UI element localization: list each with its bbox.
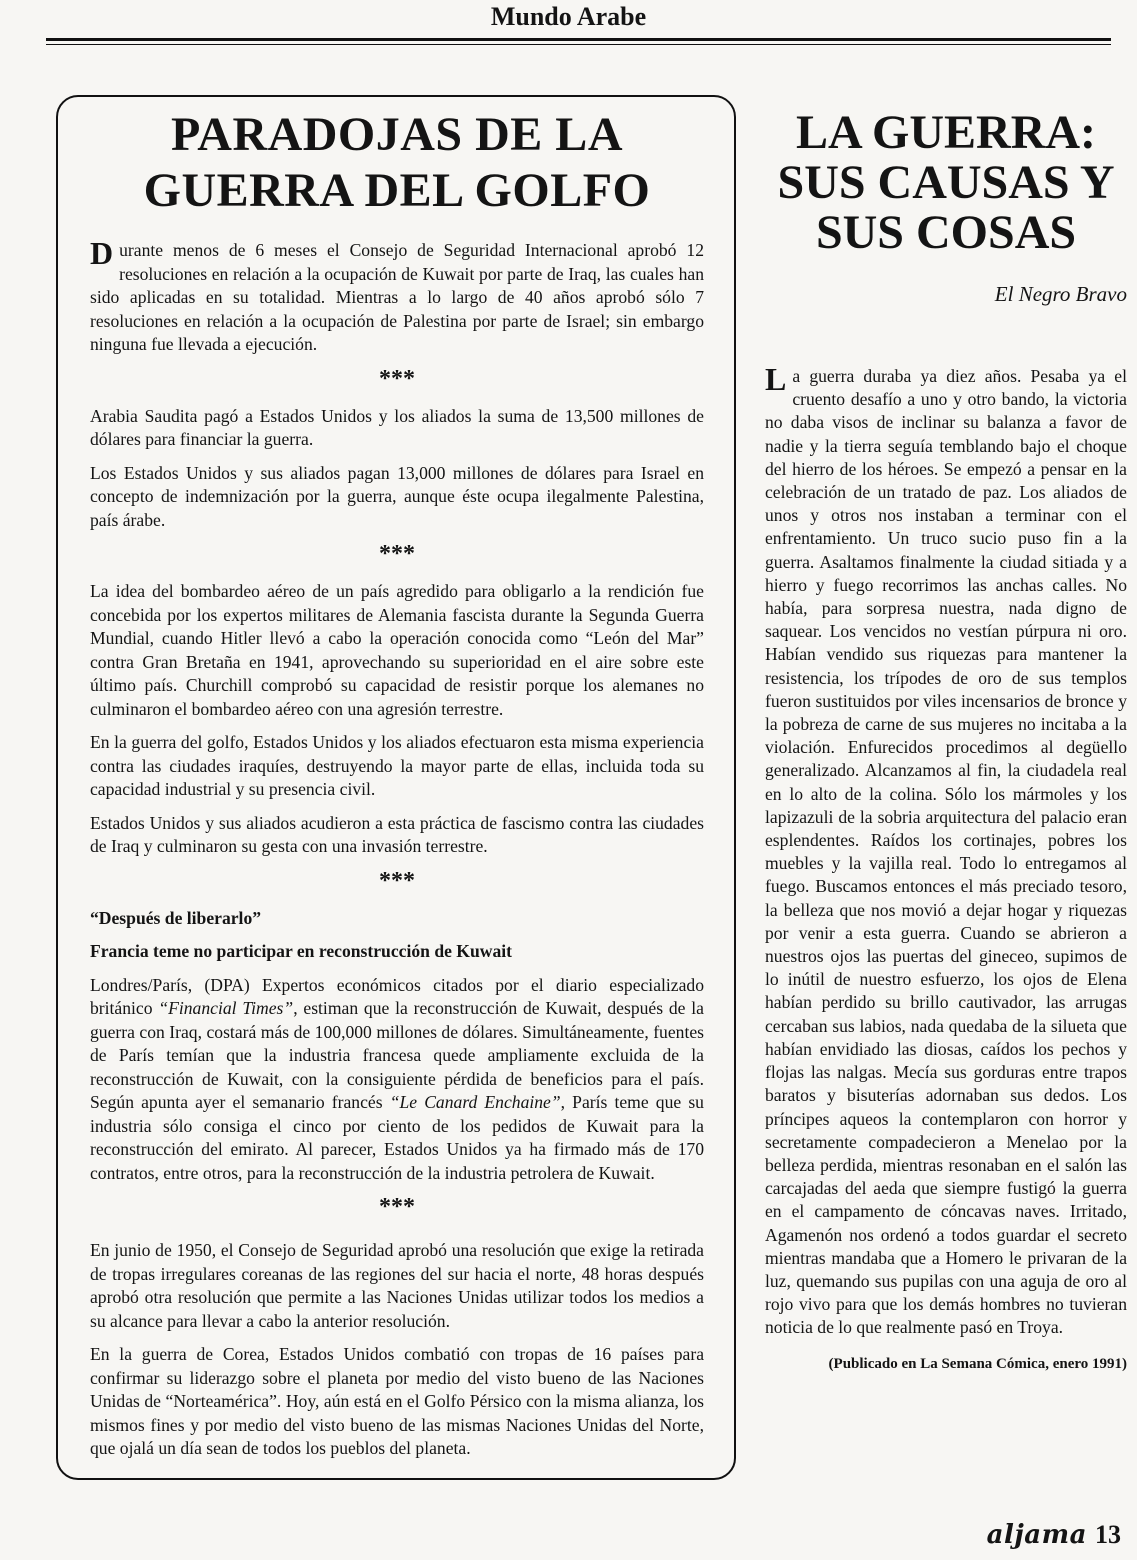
left-paragraph-5: En la guerra del golfo, Estados Unidos y los aliados efectuaron esta misma experiencia contra las ciudades iraquíes, destruyendo la mayor parte de ellas, incluida toda su capacidad industrial y su presencia civil. xyxy=(90,732,704,799)
left-paragraph-1 xyxy=(90,235,704,357)
right-article xyxy=(765,108,1127,1373)
left-paragraph-4: La idea del bombardeo aéreo de un país agredido para obligarlo a la rendición fue concebida por los expertos militares de Alemania fascista durante la Segunda Guerra Mundial, cuando Hitler llevó a cabo la operación conocida como “León del Mar” contra Gran Bretaña en 1941, aprovechando su superioridad en el aire sobre este último país. Churchill comprobó su capacidad de resistir porque los alemanes no culminaron el bombardeo aéreo con una agresión terrestre. xyxy=(90,581,704,719)
right-article-title: LA GUERRA: SUS CAUSAS Y SUS COSAS xyxy=(777,106,1115,259)
right-paragraph-text: a guerra duraba ya diez años. Pesaba ya el cruento desafío a uno y otro bando, la victoria no daba visos de inclinar su balanza a favor de nadie y la tierra seguía temblando bajo el choque del hierro de los héroes. Se empezó a pensar en la celebración de un tratado de paz. Los aliados de unos y otros nos instaban a terminar con el enfrentamiento. Un truco sucio puso fin a la guerra. Asaltamos finalmente la ciudad sitiada y a hierro y fuego recorrimos las anchas calles. No había, para sorpresa nuestra, nada digno de saquear. Los vencidos no vestían púrpura ni oro. Habían vendido sus riquezas para mantener la resistencia, los trípodes de oro de sus templos fueron sustituidos por viles incensarios de bronce y la pobreza de carne de sus mujeres no incitaba a la violación. Enfurecidos procedimos al degüello generalizado. Alcanzamos al fin, la ciudadela real en lo alto de la colina. Sólo los mármoles y los lapizazuli de la sobria arquitectura del palacio eran esplendentes. Raídos los cortinajes, pobres los muebles y la vajilla real. Todo lo entregamos al fuego. Buscamos entonces el más preciado tesoro, la belleza que nos movió a dejar hogar y riquezas por venir a esta guerra. Cuando se abrieron a nuestros ojos las puertas del gineceo, supimos de lo inútil de nuestro esfuerzo, los ojos de Elena habían perdido su brillo cautivador, las arrugas cercaban sus labios, nada quedaba de la silueta que habían envidiado las diosas, caídos los pechos y flojas las nalgas. Mecía sus gorduras entre trapos baratos y bisuterías adornaban sus dedos. Los príncipes aqueos la contemplaron con horror y secretamente compadecieron a Menelao por la belleza perdida, mientras resonaban en el salón las carcajadas del aeda que siempre fustigó la guerra en el campamento de cóncavas naves. Irritado, Agamenón nos ordenó a todos guardar el secreto mientras mandaba que a Homero le privaran de la luz, quemando sus pupilas con una aguja de oro al rojo vivo para que los demás hombres no tuvieran noticia de lo que realmente pasó en Troya. xyxy=(765,366,1127,1338)
header-rule-thin xyxy=(46,44,1111,45)
page-footer xyxy=(987,1520,1121,1550)
section-separator: *** xyxy=(379,867,415,894)
left-paragraph-2: Arabia Saudita pagó a Estados Unidos y los aliados la suma de 13,500 millones de dólares para financiar la guerra. xyxy=(90,405,704,449)
p7-text-c: , París teme que su industria sólo consiga el cinco por ciento de los pedidos de Kuwait para la reconstrucción del emirato. Al parecer, Estados Unidos ya ha firmado más de 170 contratos, entre otros, para la reconstrucción de la industria petrolera de Kuwait. xyxy=(90,1092,704,1183)
right-paragraph xyxy=(765,361,1127,1340)
left-article-box xyxy=(56,95,736,1480)
p7-text-a: Londres/París, (DPA) Expertos económicos citados por el diario especializado británico xyxy=(90,974,704,1018)
section-separator: *** xyxy=(379,541,415,567)
magazine-logo: aljama xyxy=(986,1520,1087,1550)
section-separator: *** xyxy=(379,365,415,392)
page-header xyxy=(0,0,1137,40)
byline: El Negro Bravo xyxy=(994,282,1127,306)
drop-cap: L xyxy=(765,361,787,397)
left-paragraph-7 xyxy=(90,974,704,1186)
left-paragraph-1-text: urante menos de 6 meses el Consejo de Seguridad Internacional aprobó 12 resoluciones en relación a la ocupación de Kuwait por parte de Iraq, las cuales han sido aplicadas en su totalidad. Mientras a lo largo de 40 años aprobó sólo 7 resoluciones en relación a la ocupación de Palestina por parte de Israel; sin embargo ninguna fue llevada a ejecución. xyxy=(90,240,704,354)
right-article-body xyxy=(765,361,1127,1340)
left-article xyxy=(90,107,704,1461)
left-article-title: PARADOJAS DE LA GUERRA DEL GOLFO xyxy=(143,108,651,217)
left-paragraph-9: En la guerra de Corea, Estados Unidos combatió con tropas de 16 países para confirmar su liderazgo sobre el planeta por medio del visto bueno de las Naciones Unidas de “Norteamérica”. Hoy, aún está en el Golfo Pérsico con la misma alianza, los mismos fines y por medio del visto bueno de las mismas Naciones Unidas del Norte, que ojalá un día sean de todos los pueblos del planeta. xyxy=(90,1344,704,1458)
section-separator: *** xyxy=(379,1194,415,1220)
p7-publication-ce: “Le Canard Enchaine” xyxy=(389,1092,561,1112)
news-subhead-quote: “Después de liberarlo” xyxy=(90,907,262,928)
section-title: Mundo Arabe xyxy=(490,2,647,31)
drop-cap: D xyxy=(90,235,114,271)
left-paragraph-8: En junio de 1950, el Consejo de Seguridad aprobó una resolución que exige la retirada de tropas irregulares coreanas de las regiones del sur hacia el norte, 48 horas después aprobó otra resolución que permite a las Naciones Unidas utilizar todos los medios a su alcance para llevar a cabo la anterior resolución. xyxy=(90,1240,704,1331)
page-number: 13 xyxy=(1095,1520,1121,1549)
p7-publication-ft: “Financial Times” xyxy=(158,998,294,1018)
publication-credit: (Publicado en La Semana Cómica, enero 1991) xyxy=(828,1355,1127,1372)
header-rule-thick xyxy=(46,38,1111,41)
news-subhead-headline: Francia teme no participar en reconstrucción de Kuwait xyxy=(90,941,513,961)
p7-text-b: , estiman que la reconstrucción de Kuwait, después de la guerra con Iraq, costará más de 100,000 millones de dólares. Simultáneamente, fuentes de París temían que la industria francesa quede ampliamente excluida de la reconstrucción de Kuwait, con la consiguiente pérdida de beneficios para el país. Según apunta ayer el semanario francés xyxy=(90,998,704,1112)
left-paragraph-6: Estados Unidos y sus aliados acudieron a esta práctica de fascismo contra las ciudades de Iraq y culminaron su gesta con una invasión terrestre. xyxy=(90,812,704,856)
left-paragraph-3: Los Estados Unidos y sus aliados pagan 13,000 millones de dólares para Israel en concepto de indemnización por la guerra, aunque éste ocupa ilegalmente Palestina, país árabe. xyxy=(90,462,704,530)
